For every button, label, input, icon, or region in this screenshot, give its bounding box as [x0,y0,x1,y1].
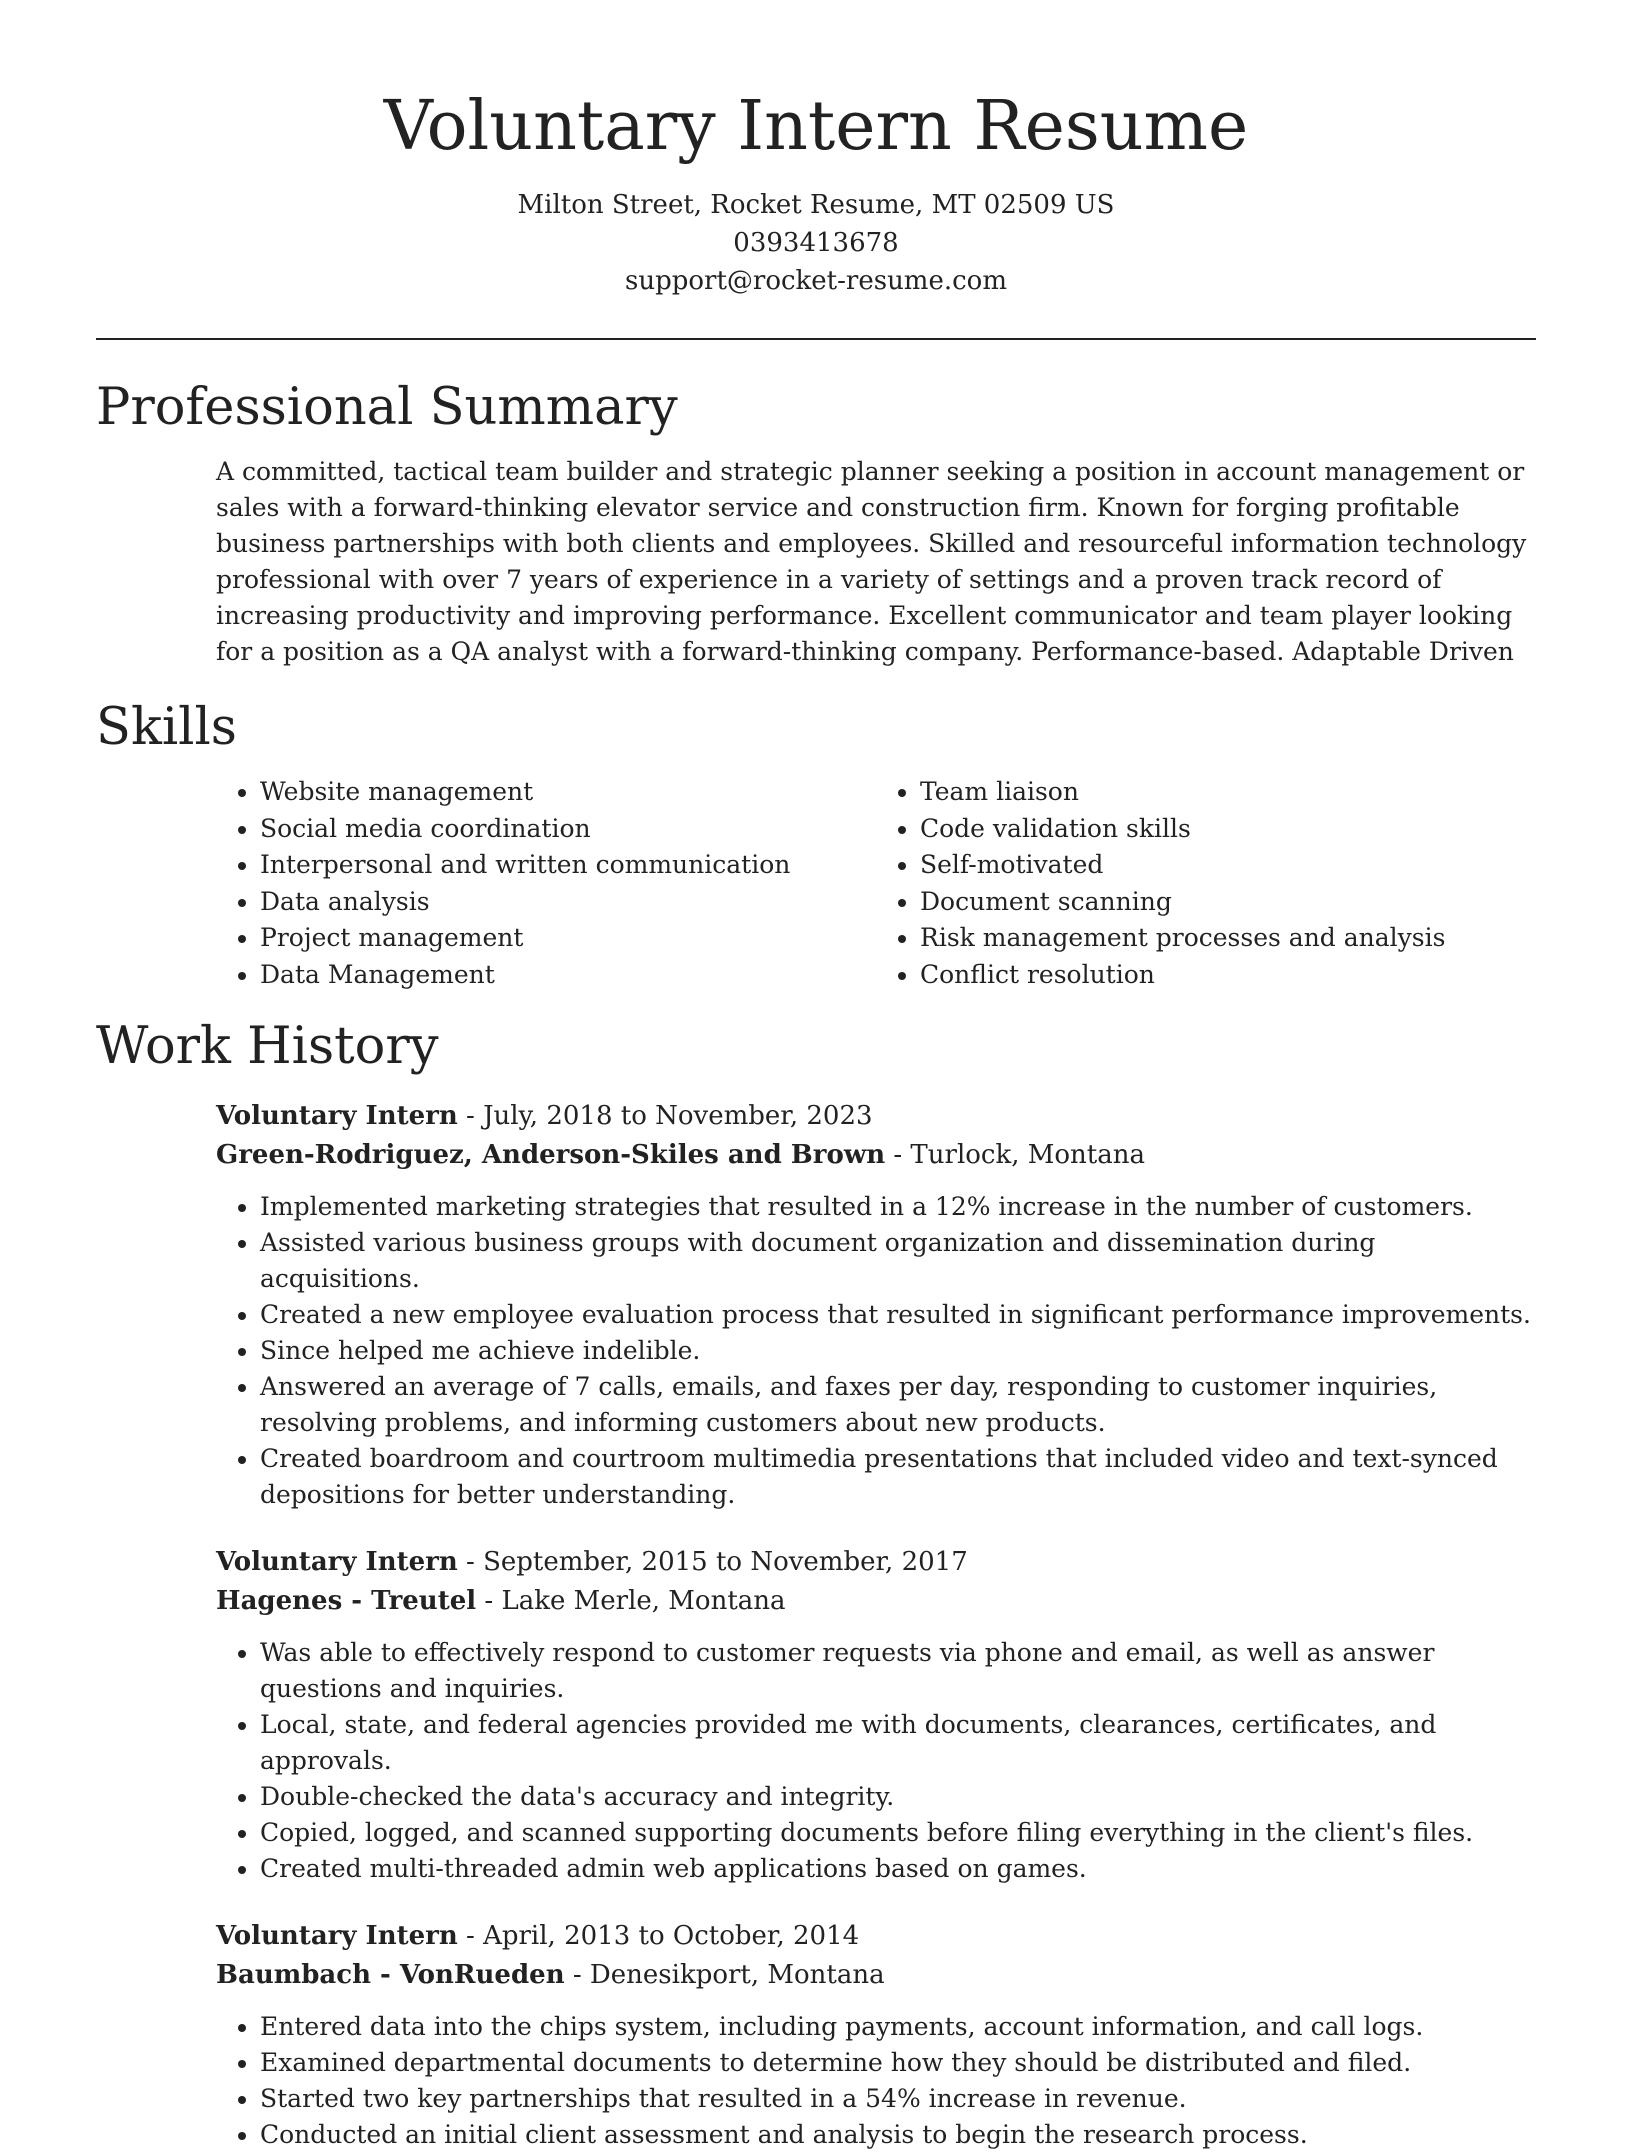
skill-item: • Risk management processes and analysis [920,920,1536,957]
job-bullet: • Created multi-threaded admin web applications based on games. [260,1851,1536,1887]
resume-title: Voluntary Intern Resume [383,87,1249,166]
skill-item: • Interpersonal and written communication [260,847,876,884]
job-company-line [216,1582,1536,1621]
job-dates: - September, 2015 to November, 2017 [457,1547,968,1577]
job-dates: - July, 2018 to November, 2023 [457,1101,873,1131]
skill-item: • Team liaison [920,774,1536,811]
skill-item: • Conflict resolution [920,957,1536,994]
job-title-line [216,1543,1536,1582]
skill-item: • Data Management [260,957,876,994]
skill-item: • Website management [260,774,876,811]
job-entry [216,1917,1536,2153]
job-bullet: • Assisted various business groups with document organization and dissemination during acquisitions. [260,1225,1536,1297]
job-location: - Denesikport, Montana [564,1960,885,1990]
job-bullet: • Local, state, and federal agencies provided me with documents, clearances, certificates, and approvals. [260,1707,1536,1779]
skill-item: • Project management [260,920,876,957]
job-title: Voluntary Intern [216,1101,458,1131]
skill-item: • Social media coordination [260,811,876,848]
job-company-line [216,1136,1536,1175]
work-history-heading: Work History [96,1017,439,1076]
contact-phone: 0393413678 [733,228,899,258]
skills-list [216,774,1536,993]
job-bullet: • Copied, logged, and scanned supporting documents before filing everything in the client's files. [260,1815,1536,1851]
job-bullet: • Examined departmental documents to determine how they should be distributed and filed. [260,2045,1536,2081]
contact-address: Milton Street, Rocket Resume, MT 02509 US [517,190,1115,220]
job-bullets [216,1635,1536,1887]
job-bullet: • Was able to effectively respond to customer requests via phone and email, as well as answer questions and inquiries. [260,1635,1536,1707]
job-bullet: • Conducted an initial client assessment and analysis to begin the research process. [260,2117,1536,2153]
header-divider [96,338,1536,340]
job-company-line [216,1956,1536,1995]
contact-block [96,186,1536,300]
job-bullets [216,1189,1536,1513]
job-bullet: • Created boardroom and courtroom multimedia presentations that included video and text-synced depositions for better understanding. [260,1441,1536,1513]
job-bullet: • Created a new employee evaluation process that resulted in significant performance improvements. [260,1297,1536,1333]
job-dates: - April, 2013 to October, 2014 [457,1921,860,1951]
skill-item: • Data analysis [260,884,876,921]
job-bullet: • Entered data into the chips system, including payments, account information, and call logs. [260,2009,1536,2045]
resume-page [96,0,1536,2153]
job-title-line [216,1097,1536,1136]
job-title: Voluntary Intern [216,1921,458,1951]
job-location: - Turlock, Montana [885,1140,1145,1170]
job-bullet: • Started two key partnerships that resulted in a 54% increase in revenue. [260,2081,1536,2117]
skills-column-left [216,774,876,993]
skills-column-right [876,774,1536,993]
job-entry [216,1097,1536,1513]
job-bullets [216,2009,1536,2153]
skills-heading: Skills [96,698,237,757]
skill-item: • Document scanning [920,884,1536,921]
job-bullet: • Answered an average of 7 calls, emails, and faxes per day, responding to customer inquiries, resolving problems, and informing customers about new products. [260,1369,1536,1441]
summary-heading: Professional Summary [96,378,678,437]
job-bullet: • Implemented marketing strategies that resulted in a 12% increase in the number of customers. [260,1189,1536,1225]
job-title-line [216,1917,1536,1956]
job-company: Green-Rodriguez, Anderson-Skiles and Brown [216,1140,886,1170]
job-entry [216,1543,1536,1887]
summary-text: A committed, tactical team builder and strategic planner seeking a position in account management or sales with a forward-thinking elevator service and construction firm. Known for forging profitable business partnerships with both clients and employees. Skilled and resourceful information technology professional with over 7 years of experience in a variety of settings and a proven track record of increasing productivity and improving performance. Excellent communicator and team player looking for a position as a QA analyst with a forward-thinking company. Performance-based. Adaptable Driven [216,457,1527,666]
skill-item: • Self-motivated [920,847,1536,884]
resume-header [96,0,1536,300]
skill-item: • Code validation skills [920,811,1536,848]
job-company: Hagenes - Treutel [216,1586,477,1616]
job-bullet: • Double-checked the data's accuracy and integrity. [260,1779,1536,1815]
contact-email: support@rocket-resume.com [624,266,1007,296]
job-bullet: • Since helped me achieve indelible. [260,1333,1536,1369]
job-title: Voluntary Intern [216,1547,458,1577]
job-location: - Lake Merle, Montana [476,1586,786,1616]
job-company: Baumbach - VonRueden [216,1960,565,1990]
